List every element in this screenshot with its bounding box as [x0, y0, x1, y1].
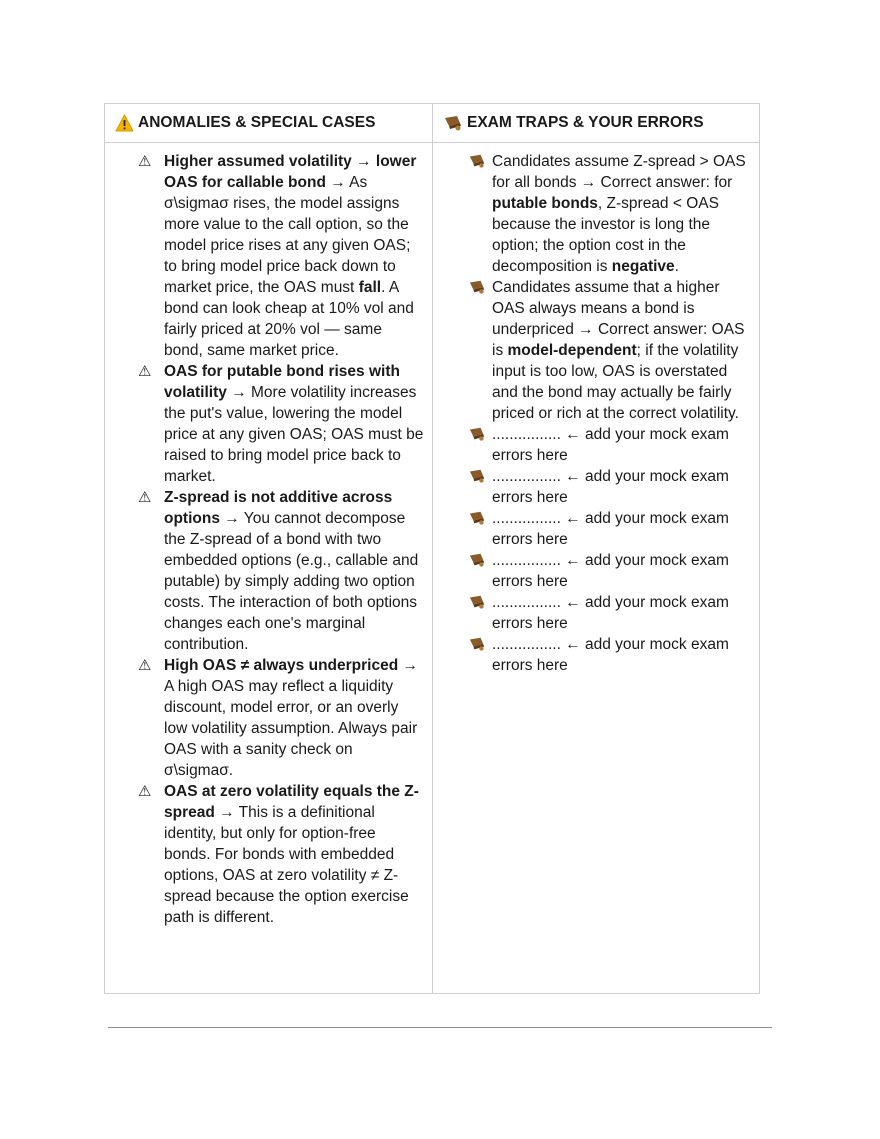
warning-bullet-icon: ⚠	[138, 489, 152, 506]
warning-bullet-icon: ⚠	[138, 783, 152, 800]
anomaly-title: High OAS ≠ always underpriced	[164, 657, 399, 674]
anomaly-emphasis: fall	[358, 279, 382, 296]
trap-emphasis: negative	[611, 258, 675, 275]
anomaly-text: → More volatility increases the put's value, lowering the model price at any given OAS; OAS must be raised to bring model price back to market.	[164, 384, 424, 485]
exam-traps-header	[433, 104, 760, 143]
anomaly-text: → A high OAS may reflect a liquidity discount, model error, or an overly low volatility assumption. Always pair OAS with a sanity check on σ\sigmaσ.	[164, 657, 418, 779]
notes-table	[104, 103, 760, 994]
trap-text: ................ ← add your mock exam errors here	[492, 468, 729, 506]
exam-trap-item	[433, 151, 760, 277]
anomaly-item	[105, 655, 432, 781]
exam-trap-item	[433, 466, 760, 508]
anomaly-text: → As σ\sigmaσ rises, the model assigns more value to the call option, so the model price rises at any given OAS; to bring model price back down to market price, the OAS must	[164, 174, 411, 296]
warning-icon	[115, 114, 134, 132]
trap-text: ................ ← add your mock exam errors here	[492, 426, 729, 464]
footer-divider	[108, 1027, 772, 1028]
exam-trap-item	[433, 508, 760, 550]
trap-bullet-icon	[468, 426, 486, 448]
anomaly-text: → This is a definitional identity, but only for option-free bonds. For bonds with embedded options, OAS at zero volatility ≠ Z-spread because the option exercise path is different.	[164, 804, 409, 926]
exam-trap-item	[433, 424, 760, 466]
trap-emphasis: putable bonds	[492, 195, 598, 212]
trap-text: Candidates assume Z-spread > OAS for all bonds → Correct answer: for	[492, 153, 746, 191]
exam-trap-item	[433, 592, 760, 634]
exam-traps-list	[433, 151, 760, 676]
warning-bullet-icon: ⚠	[138, 657, 152, 674]
trap-text: ................ ← add your mock exam errors here	[492, 594, 729, 632]
exam-trap-item	[433, 277, 760, 424]
anomalies-header-label: ANOMALIES & SPECIAL CASES	[138, 114, 376, 131]
trap-bullet-icon	[468, 468, 486, 490]
anomaly-item	[105, 151, 432, 361]
trap-bullet-icon	[468, 552, 486, 574]
trap-text-cont: , Z-spread < OAS because the investor is long the option; the option cost in the decomposition is	[492, 195, 719, 275]
trap-icon	[443, 114, 463, 132]
anomaly-title: OAS at zero volatility equals the Z-spread	[164, 783, 419, 821]
exam-traps-header-label: EXAM TRAPS & YOUR ERRORS	[467, 114, 704, 131]
anomaly-item	[105, 487, 432, 655]
anomaly-title: Higher assumed volatility → lower OAS for callable bond	[164, 153, 417, 191]
anomaly-text-cont: . A bond can look cheap at 10% vol and fairly priced at 20% vol — same bond, same market price.	[164, 279, 414, 359]
anomaly-item	[105, 361, 432, 487]
anomalies-column	[105, 143, 433, 993]
warning-bullet-icon: ⚠	[138, 363, 152, 380]
anomaly-item	[105, 781, 432, 928]
exam-traps-column	[433, 143, 760, 993]
anomaly-text: → You cannot decompose the Z-spread of a bond with two embedded options (e.g., callable and putable) by simply adding two option costs. The interaction of both options changes each one's marginal contribution.	[164, 510, 419, 653]
trap-bullet-icon	[468, 510, 486, 532]
trap-text: ................ ← add your mock exam errors here	[492, 636, 729, 674]
warning-bullet-icon: ⚠	[138, 153, 152, 170]
trap-bullet-icon	[468, 279, 486, 301]
trap-text: Candidates assume that a higher OAS always means a bond is underpriced → Correct answer: OAS is	[492, 279, 745, 359]
trap-text: ................ ← add your mock exam errors here	[492, 510, 729, 548]
anomalies-header	[105, 104, 433, 143]
anomaly-title: Z-spread is not additive across options	[164, 489, 393, 527]
anomaly-title: OAS for putable bond rises with volatility	[164, 363, 400, 401]
trap-emphasis: model-dependent	[507, 342, 637, 359]
trap-text-end: .	[674, 258, 679, 275]
trap-bullet-icon	[468, 636, 486, 658]
exam-trap-item	[433, 634, 760, 676]
trap-bullet-icon	[468, 594, 486, 616]
exam-trap-item	[433, 550, 760, 592]
trap-bullet-icon	[468, 153, 486, 175]
anomalies-list	[105, 151, 432, 928]
trap-text-cont: ; if the volatility input is too low, OAS is overstated and the bond may actually be fairly priced or rich at the correct volatility.	[492, 342, 739, 422]
trap-text: ................ ← add your mock exam errors here	[492, 552, 729, 590]
